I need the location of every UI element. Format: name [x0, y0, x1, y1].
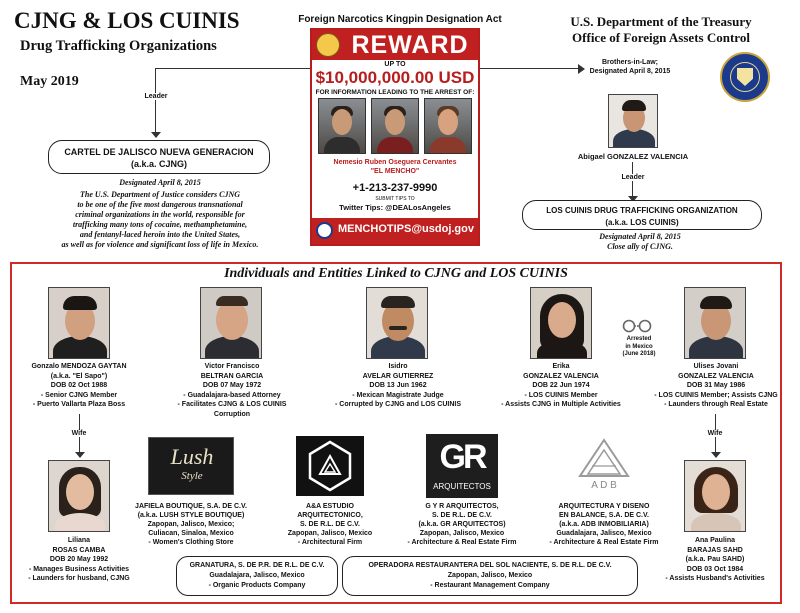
- cjng-designated: Designated April 8, 2015: [119, 178, 201, 187]
- cjng-aka: (a.k.a. CJNG): [130, 159, 188, 169]
- reward-up-to: UP TO: [384, 61, 406, 68]
- caption-line: - Organic Products Company: [208, 582, 306, 589]
- person-caption-isidro: [328, 362, 468, 410]
- caption-line: Zapopan, Jalisco, Mexico: [287, 530, 373, 537]
- arrested-line: Arrested: [626, 336, 652, 342]
- caption-line: Victor Francisco: [204, 363, 260, 370]
- abigael-name: Abigael GONZALEZ VALENCIA: [577, 152, 689, 161]
- brothers-line-2: Designated April 8, 2015: [589, 68, 671, 75]
- photo-abigael: [608, 94, 658, 148]
- photo-gonzalo: [48, 287, 110, 359]
- caption-line: DOB 03 Oct 1984: [686, 565, 744, 573]
- cuinis-org-box: [522, 200, 762, 230]
- caption-line: - LOS CUINIS Member; Assists CJNG: [654, 391, 778, 399]
- fugitive-alias: "EL MENCHO": [370, 168, 420, 175]
- arrested-note: [614, 336, 664, 359]
- logo-text: Style: [181, 470, 203, 482]
- reward-band: [312, 30, 478, 60]
- caption-line: Liliana: [67, 537, 91, 544]
- caption-line: Ulises Jovani: [693, 363, 739, 370]
- person-caption-victor: [162, 362, 302, 419]
- caption-line: OPERADORA RESTAURANTERA DEL SOL NACIENTE, S. DE R.L. DE C.V.: [368, 562, 612, 569]
- caption-line: Zapopan, Jalisco, Mexico: [447, 572, 533, 579]
- wife-label-left: Wife: [64, 430, 94, 437]
- caption-line: G Y R ARQUITECTOS,: [425, 503, 499, 510]
- twitter-tips: Twitter Tips: @DEALosAngeles: [339, 203, 451, 212]
- logo-text: ARQUITECTOS: [433, 482, 491, 491]
- cjng-name: CARTEL DE JALISCO NUEVA GENERACION: [64, 147, 254, 157]
- caption-line: Gonzalo MENDOZA GAYTAN: [31, 363, 127, 370]
- caption-line: EN BALANCE, S.A. DE C.V.: [559, 512, 649, 519]
- caption-line: DOB 20 May 1992: [49, 556, 109, 563]
- person-caption-gonzalo: [20, 362, 138, 410]
- tip-phone: +1-213-237-9990: [352, 182, 438, 194]
- fugitive-full-name: Nemesio Ruben Oseguera Cervantes: [333, 159, 457, 166]
- agency-line-1: U.S. Department of the Treasury: [570, 14, 752, 29]
- caption-line: - Architecture & Real Estate Firm: [549, 539, 659, 546]
- caption-line: Guadalajara, Jalisco, Mexico: [556, 530, 652, 537]
- cjng-note-line: criminal organizations in the world, responsible for: [75, 210, 245, 219]
- caption-line: Zapopan, Jalisco, Mexico: [419, 530, 505, 537]
- caption-line: - Assists Husband's Activities: [665, 575, 765, 582]
- arrested-line: (June 2018): [622, 351, 656, 357]
- caption-line: BARAJAS SAHD: [687, 546, 743, 554]
- dea-badge-icon: [316, 33, 340, 57]
- lush-style-logo: [148, 437, 234, 495]
- treasury-seal-icon: [720, 52, 770, 102]
- leader-label-left: Leader: [140, 93, 172, 100]
- fugitive-photo-2: [371, 98, 419, 154]
- caption-line: DOB 22 Jun 1974: [532, 382, 590, 389]
- aa-estudio-logo-icon: [296, 436, 364, 496]
- caption-line: (a.k.a. GR ARQUITECTOS): [418, 521, 506, 528]
- caption-line: Ana Paulina: [694, 537, 736, 544]
- tips-band: [312, 218, 478, 244]
- caption-line: - Launders for husband, CJNG: [28, 575, 130, 582]
- gr-arquitectos-logo: [426, 434, 498, 498]
- cuinis-designated: Designated April 8, 2015: [599, 232, 681, 241]
- photo-isidro: [366, 287, 428, 359]
- page-subtitle: Drug Trafficking Organizations: [20, 38, 217, 54]
- caption-line: Zapopan, Jalisco, Mexico;: [147, 521, 235, 528]
- caption-line: Isidro: [388, 363, 408, 370]
- caption-line: - Assists CJNG in Multiple Activities: [501, 401, 621, 408]
- cjng-note-line: to be one of the five most dangerous transnational: [77, 200, 243, 209]
- logo-text: GR: [439, 438, 485, 476]
- entity-caption-adb: [538, 502, 670, 547]
- caption-line: - Guadalajara-based Attorney: [183, 391, 281, 399]
- handcuffs-icon: [622, 318, 652, 334]
- arrested-line: in Mexico: [625, 343, 653, 350]
- agency-name: [536, 14, 786, 46]
- connector-line: [155, 68, 310, 69]
- caption-line: ROSAS CAMBA: [52, 546, 106, 554]
- caption-line: (a.k.a. Pau SAHD): [685, 556, 745, 563]
- caption-line: ARQUITECTONICO,: [297, 512, 363, 519]
- reward-info-line: FOR INFORMATION LEADING TO THE ARREST OF:: [315, 89, 475, 96]
- doj-seal-icon: [316, 222, 333, 239]
- caption-line: BELTRAN GARCIA: [200, 372, 264, 380]
- cjng-note: [40, 190, 280, 250]
- reward-poster: [310, 28, 480, 246]
- caption-line: - Architectural Firm: [297, 539, 363, 546]
- entity-caption-gyr: [398, 502, 526, 547]
- caption-line: (a.k.a. "El Sapo"): [50, 372, 108, 380]
- photo-ulises: [684, 287, 746, 359]
- caption-line: - Senior CJNG Member: [40, 391, 118, 399]
- submit-tips-label: SUBMIT TIPS TO: [375, 196, 415, 202]
- connector-line: [480, 68, 580, 69]
- caption-line: Erika: [552, 363, 570, 370]
- logo-text: A D B: [591, 480, 617, 491]
- publication-date: May 2019: [20, 74, 79, 89]
- leader-label-right: Leader: [617, 174, 649, 181]
- reward-heading: REWARD: [351, 31, 469, 59]
- granatura-box: [176, 556, 338, 596]
- brothers-line-1: Brothers-in-Law;: [602, 59, 658, 66]
- caption-line: JAFIELA BOUTIQUE, S.A. DE C.V.: [135, 503, 247, 510]
- photo-ana-paulina: [684, 460, 746, 532]
- cjng-note-line: and fentanyl-laced heroin into the United States,: [79, 230, 241, 239]
- caption-line: DOB 31 May 1986: [686, 382, 746, 389]
- caption-line: Culiacan, Sinaloa, Mexico: [148, 530, 234, 537]
- arrow-right-icon: [578, 64, 585, 74]
- page-title: CJNG & LOS CUINIS: [14, 8, 240, 33]
- caption-line: GONZALEZ VALENCIA: [523, 372, 599, 380]
- arrow-down-icon: [711, 452, 721, 458]
- linked-section-title: Individuals and Entities Linked to CJNG and LOS CUINIS: [224, 266, 568, 281]
- caption-line: DOB 07 May 1972: [202, 382, 262, 389]
- person-caption-ana: [652, 536, 778, 584]
- cuinis-name: LOS CUINIS DRUG TRAFFICKING ORGANIZATION: [546, 206, 738, 215]
- entity-caption-jafiela: [126, 502, 256, 547]
- caption-line: ARQUITECTURA Y DISENO: [558, 503, 650, 510]
- cjng-note-line: The U.S. Department of Justice considers CJNG: [80, 190, 240, 199]
- wife-label-right: Wife: [700, 430, 730, 437]
- caption-line: - Puerto Vallarta Plaza Boss: [32, 401, 126, 408]
- caption-line: DOB 13 Jun 1962: [369, 382, 427, 389]
- caption-line: (a.k.a. LUSH STYLE BOUTIQUE): [137, 512, 245, 519]
- reward-amount: $10,000,000.00 USD: [315, 68, 475, 87]
- caption-line: GRANATURA, S. DE P.R. DE R.L. DE C.V.: [189, 562, 325, 569]
- cuinis-note: Close ally of CJNG.: [607, 242, 673, 251]
- caption-line: GONZALEZ VALENCIA: [678, 372, 754, 380]
- caption-line: DOB 02 Oct 1988: [50, 382, 108, 389]
- agency-line-2: Office of Foreign Assets Control: [572, 30, 750, 45]
- photo-erika: [530, 287, 592, 359]
- caption-line: - Launders through Real Estate: [664, 401, 768, 408]
- caption-line: - Women's Clothing Store: [148, 539, 234, 546]
- adb-logo: [572, 436, 636, 496]
- photo-liliana: [48, 460, 110, 532]
- caption-line: S. DE R.L. DE C.V.: [299, 521, 361, 528]
- caption-line: (a.k.a. ADB INMOBILIARIA): [559, 521, 649, 528]
- fugitive-photo-1: [318, 98, 366, 154]
- arrow-down-icon: [151, 132, 161, 138]
- entity-caption-aa: [268, 502, 392, 547]
- act-title: Foreign Narcotics Kingpin Designation Act: [298, 14, 502, 25]
- caption-line: Guadalajara, Jalisco, Mexico: [209, 572, 305, 579]
- tips-email: MENCHOTIPS@usdoj.gov: [337, 223, 474, 235]
- connector-line: [155, 68, 156, 134]
- caption-line: S. DE R.L. DE C.V.: [431, 512, 493, 519]
- cjng-note-line: trafficking many tons of cocaine, methamphetamine,: [72, 220, 248, 229]
- caption-line: - Architecture & Real Estate Firm: [407, 539, 517, 546]
- person-caption-liliana: [20, 536, 138, 584]
- brothers-in-law-label: [585, 58, 675, 76]
- cuinis-aka: (a.k.a. LOS CUINIS): [605, 218, 679, 227]
- cjng-org-box: [48, 140, 270, 174]
- person-caption-ulises: [642, 362, 790, 410]
- caption-line: AVELAR GUTIERREZ: [362, 372, 434, 380]
- arrow-down-icon: [75, 452, 85, 458]
- operadora-box: [342, 556, 638, 596]
- caption-line: - Manages Business Activities: [28, 565, 130, 573]
- caption-line: A&A ESTUDIO: [306, 503, 354, 510]
- cjng-note-line: as well as for violence and significant loss of life in Mexico.: [61, 240, 259, 249]
- caption-line: - Corrupted by CJNG and LOS CUINIS: [334, 401, 461, 408]
- caption-line: - Mexican Magistrate Judge: [352, 391, 444, 399]
- fugitive-photo-3: [424, 98, 472, 154]
- photo-victor: [200, 287, 262, 359]
- fugitive-name: [312, 158, 478, 176]
- person-caption-erika: [490, 362, 632, 410]
- caption-line: - Restaurant Management Company: [430, 582, 550, 589]
- caption-line: - LOS CUINIS Member: [524, 391, 598, 399]
- caption-line: - Facilitates CJNG & LOS CUINIS Corruption: [177, 401, 287, 418]
- logo-text: Lush: [170, 444, 214, 469]
